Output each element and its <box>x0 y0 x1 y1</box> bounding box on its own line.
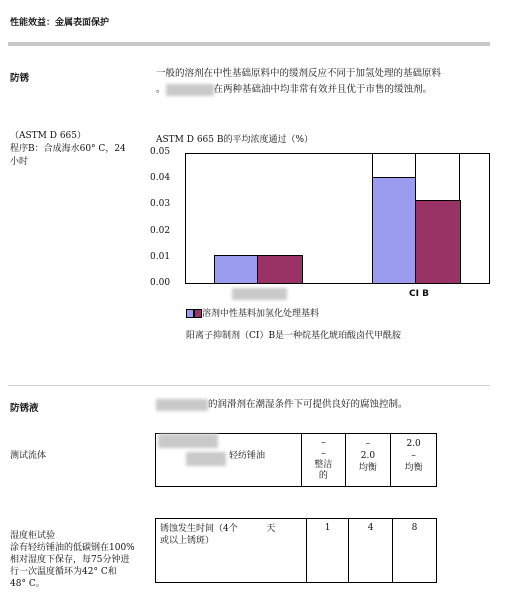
rust-time-label-line2: 或以上锈斑） <box>160 536 215 546</box>
antirust-paragraph-text: 的润滑剂在潮湿条件下可提供良好的腐蚀控制。 <box>208 399 408 410</box>
col-balance2-line2: – <box>411 451 416 461</box>
humidity-line1: 湿度柜试验 <box>10 531 56 541</box>
antirust-section-title: 防锈液 <box>10 403 39 414</box>
section-divider <box>8 385 490 386</box>
rust-time-label-line1: 锈蚀发生时间（4个 天 <box>160 524 276 534</box>
humidity-line2: 涂有轻纺锤油的低碳钢在100% <box>10 543 135 553</box>
chart-bar <box>257 255 303 284</box>
chart-plot-area <box>185 153 490 284</box>
humidity-test <box>10 530 135 590</box>
fluid-name: 轻纺锤油 <box>229 451 266 461</box>
page-title: 性能效益：金属表面保护 <box>10 18 110 28</box>
rust-time-label <box>156 519 307 583</box>
humidity-line4: 行一次温度循环为42° C和 <box>10 567 117 577</box>
rust-time-value-1: 1 <box>307 519 349 583</box>
rust-paragraph-prefix: 。 <box>156 84 166 95</box>
rust-paragraph-line2 <box>156 82 496 98</box>
chart-bar <box>415 200 461 284</box>
rust-paragraph <box>156 66 496 98</box>
y-tick-label: 0.00 <box>150 278 171 288</box>
header-divider <box>8 42 490 46</box>
test-method-line1: （ASTM D 665） <box>10 131 86 141</box>
col-clean-line1: – <box>321 438 326 448</box>
chart-bar <box>372 177 416 284</box>
col-balance2-line3: 均衡 <box>404 463 423 473</box>
chart-title: ASTM D 665 B的平均浓度通过（%） <box>156 135 314 145</box>
test-fluid-label: 测试流体 <box>10 451 47 461</box>
y-tick-label: 0.03 <box>150 199 171 210</box>
chart-footnote: 阳离子抑制剂（CI）B是一种烷基化琥珀酸卤代甲酰胺 <box>186 331 402 341</box>
legend-swatch-hydrotreated <box>194 309 202 318</box>
fluid-col-balance2 <box>391 434 437 487</box>
col-balance1-line1: – <box>365 439 371 449</box>
col-clean-line3: 整洁 <box>314 460 333 470</box>
col-balance2-line1: 2.0 <box>406 439 421 449</box>
rust-paragraph-line2-text: 在两种基础油中均非常有效并且优于市售的缓蚀剂。 <box>213 84 433 95</box>
rust-time-value-3: 8 <box>393 519 437 583</box>
chart-legend <box>186 306 319 319</box>
test-method <box>10 130 126 169</box>
col-clean-line4: 的 <box>318 471 328 481</box>
test-fluid-table <box>155 433 437 487</box>
rust-paragraph-line1: 一般的溶剂在中性基础原料中的缓剂反应不同于加氢处理的基础原料 <box>156 68 442 79</box>
fluid-name-cell <box>156 434 302 487</box>
legend-text: 溶剂中性基料加氢化处理基料 <box>202 309 320 319</box>
humidity-line3: 相对湿度下保存，每75分钟进 <box>10 555 130 565</box>
col-clean-line2: – <box>321 449 326 459</box>
y-tick-label: 0.01 <box>150 251 171 262</box>
y-tick-label: 0.05 <box>150 147 171 157</box>
rust-time-table <box>155 518 437 583</box>
test-method-line3: 小时 <box>10 157 29 167</box>
antirust-paragraph <box>156 397 408 413</box>
fluid-col-balance1 <box>345 434 391 487</box>
chart-x-label-1 <box>232 288 287 300</box>
col-balance1-line3: 均衡 <box>358 463 377 473</box>
test-method-line2: 程序B：合成海水60° C，24 <box>10 144 126 154</box>
y-tick-label: 0.04 <box>150 173 171 184</box>
redacted-fluid-brand-2 <box>186 452 226 466</box>
rust-time-value-2: 4 <box>349 519 393 583</box>
humidity-line5: 48° C。 <box>10 579 45 589</box>
redacted-product-name <box>166 84 214 96</box>
legend-swatch-solvent <box>186 309 194 318</box>
fluid-col-clean <box>302 434 346 487</box>
col-balance1-line2: 2.0 <box>360 451 376 461</box>
chart-x-label-2: CI B <box>409 289 429 299</box>
redacted-fluid-brand <box>158 434 218 448</box>
y-tick-label: 0.02 <box>150 225 171 236</box>
redacted-category-label <box>232 288 287 300</box>
chart-bar <box>214 255 258 284</box>
rust-section-title: 防锈 <box>10 73 30 84</box>
redacted-brand-name <box>156 399 208 411</box>
